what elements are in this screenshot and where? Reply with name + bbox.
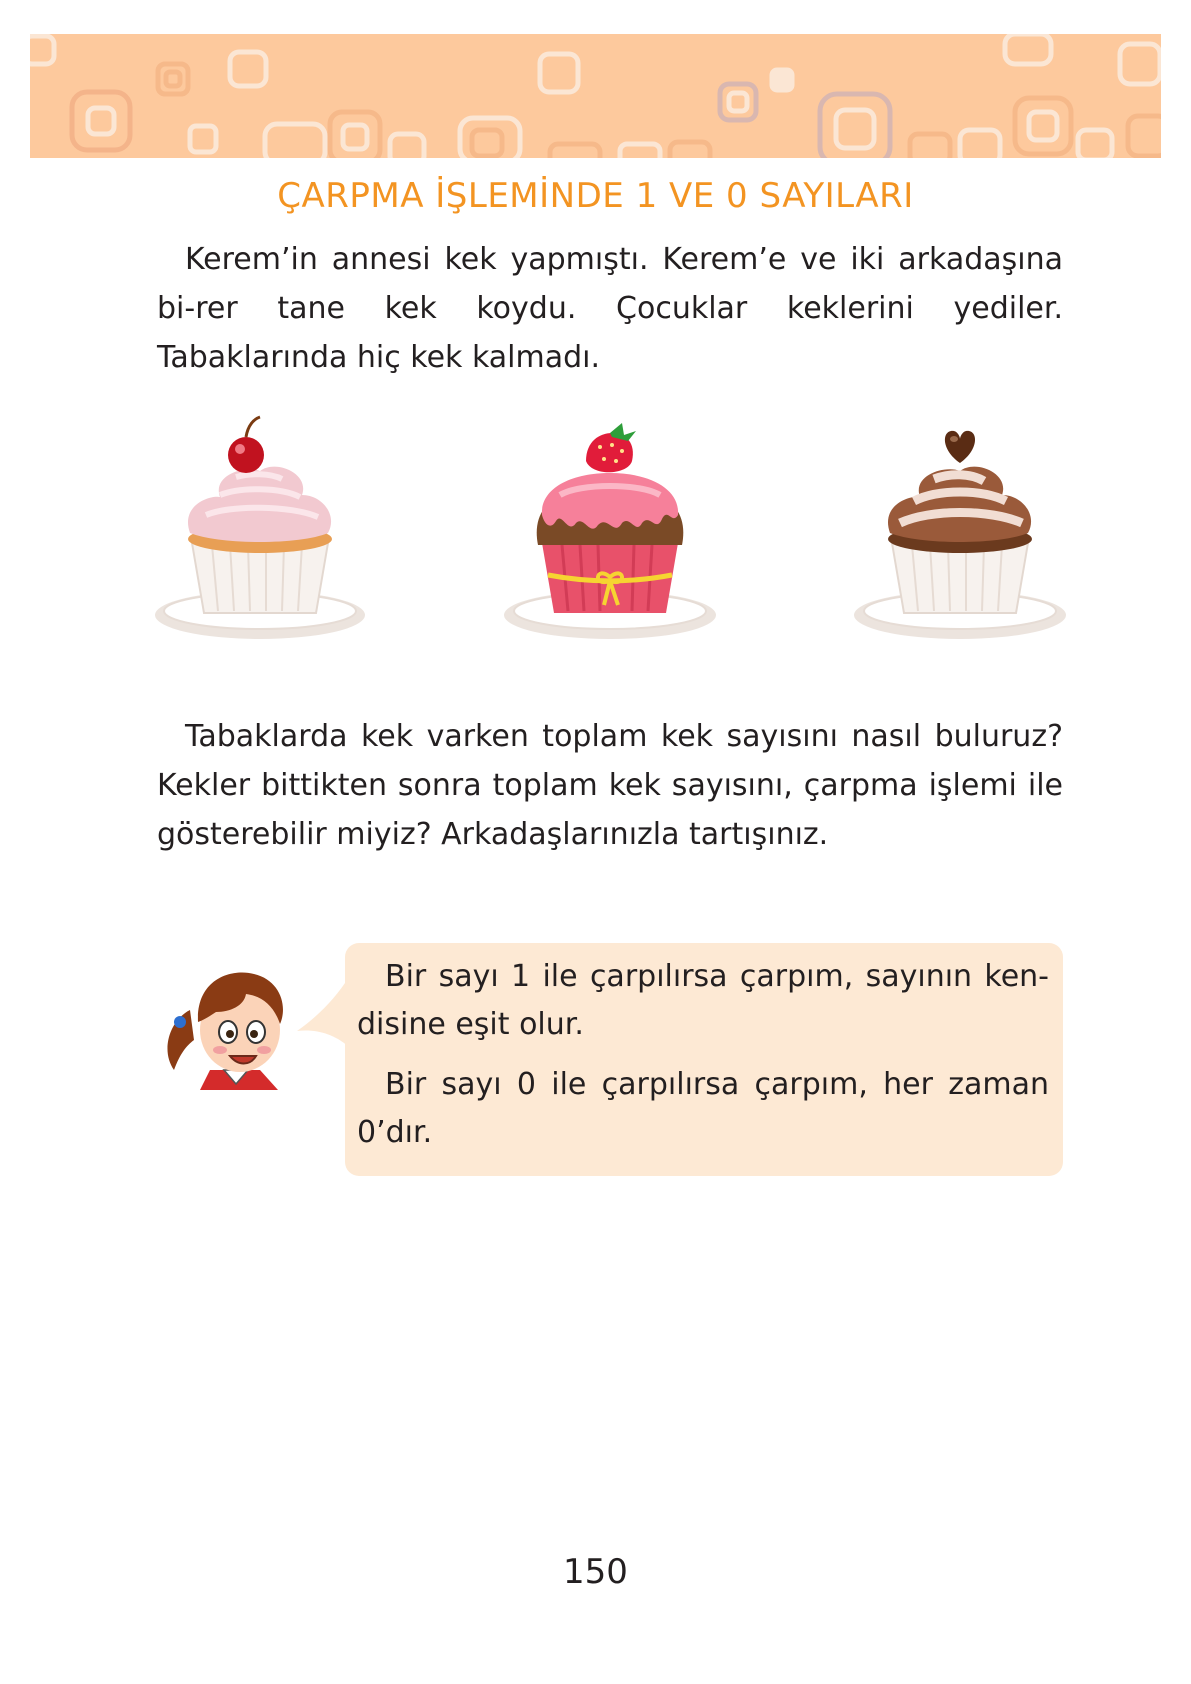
chocolate-cupcake-icon: [850, 415, 1070, 655]
story-paragraph: Kerem’in annesi kek yapmıştı. Kerem’e ve iki arkadaşına bi-rer tane kek koydu. Çocuklar keklerini yediler. Tabaklarında hiç kek kalmadı.: [157, 242, 1063, 375]
page-title: ÇARPMA İŞLEMİNDE 1 VE 0 SAYILARI: [277, 176, 914, 216]
cherry-cupcake-icon: [150, 415, 370, 655]
rule-note-box: [345, 943, 1063, 1176]
question-paragraph: Tabaklarda kek varken toplam kek sayısını nasıl buluruz? Kekler bittikten sonra toplam kek sayısını, çarpma işlemi ile gösterebilir miyiz? Arkadaşlarınızla tartışınız.: [157, 719, 1063, 852]
speech-bubble-tail: [297, 977, 349, 1057]
header-banner: [30, 34, 1161, 158]
banner-pattern: [30, 34, 1161, 158]
page-number: 150: [563, 1552, 628, 1592]
rule-multiply-by-one: Bir sayı 1 ile çarpılırsa çarpım, sayının ken-disine eşit olur.: [357, 959, 1049, 1042]
strawberry-cupcake-icon: [500, 415, 720, 655]
cupcake-illustrations: [150, 415, 1070, 655]
rule-multiply-by-zero: Bir sayı 0 ile çarpılırsa çarpım, her zaman 0’dır.: [357, 1067, 1049, 1150]
girl-character-icon: [150, 950, 300, 1100]
